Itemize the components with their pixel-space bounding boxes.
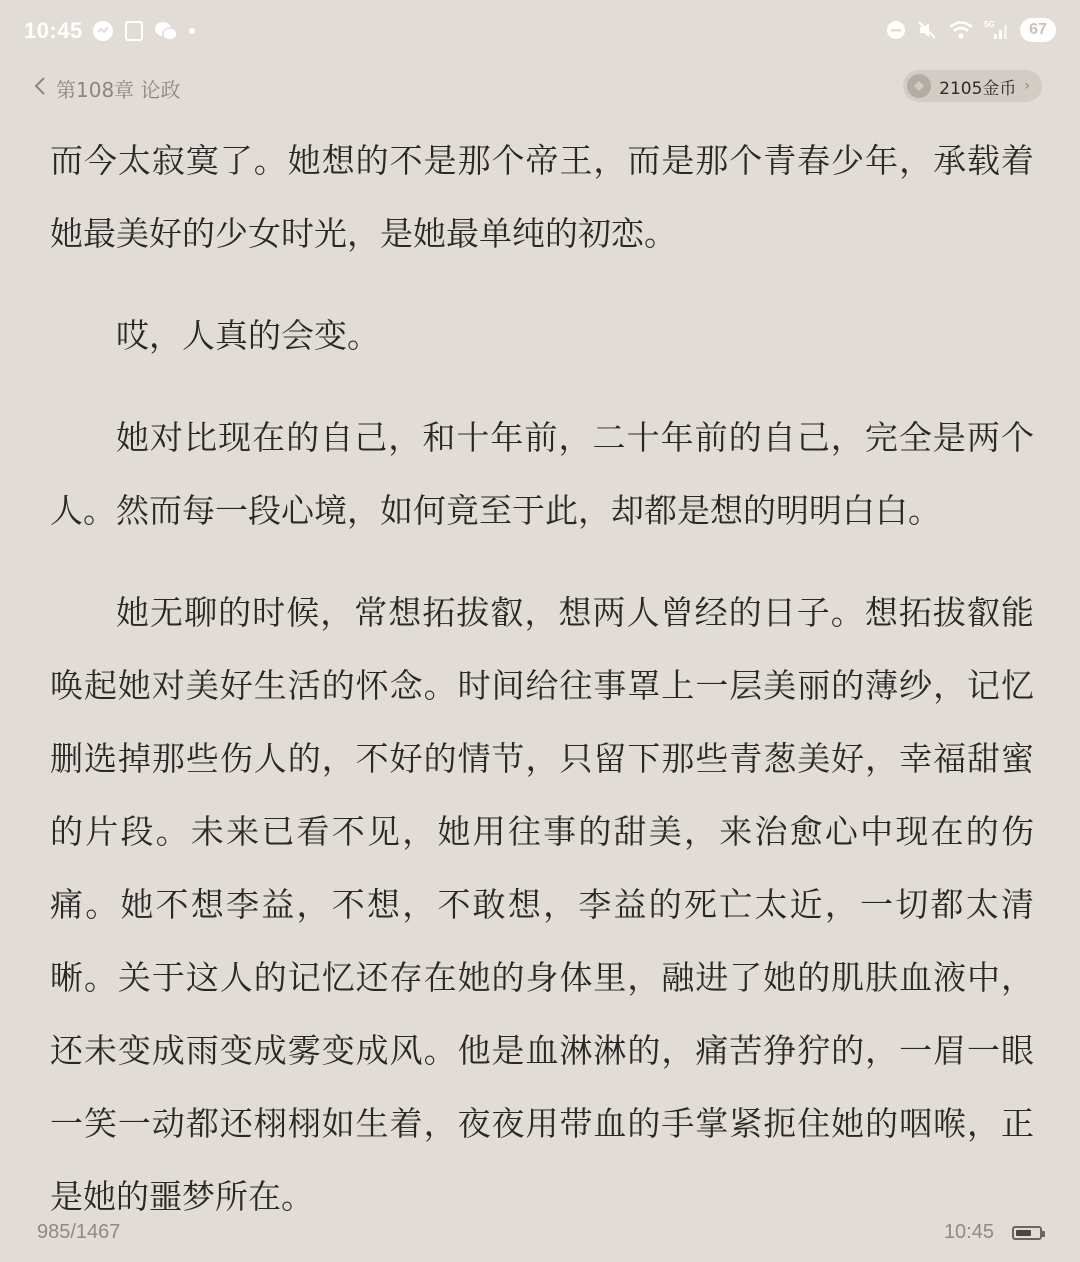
battery-indicator: 67 [1020, 18, 1056, 42]
paragraph: 她无聊的时候，常想拓拔叡，想两人曾经的日子。想拓拔叡能唤起她对美好生活的怀念。时间给往事罩上一层美丽的薄纱，记忆删选掉那些伤人的，不好的情节，只留下那些青葱美好，幸福甜蜜的片段。未来已看不见，她用往事的甜美，来治愈心中现在的伤痛。她不想李益，不想，不敢想，李益的死亡太近，一切都太清晰。关于这人的记忆还存在她的身体里，融进了她的肌肤血液中，还未变成雨变成雾变成风。他是血淋淋的，痛苦狰狞的，一眉一眼一笑一动都还栩栩如生着，夜夜用带血的手掌紧扼住她的咽喉，正是她的噩梦所在。 [50, 593, 1034, 1216]
reader-header [0, 64, 1080, 108]
wechat-icon [154, 20, 178, 42]
status-left-icons [92, 20, 196, 42]
wifi-icon [948, 19, 974, 41]
network-label: 5G [984, 20, 995, 29]
chevron-left-icon [34, 76, 46, 101]
footer-status [944, 1221, 1042, 1244]
signal-icon [984, 19, 1010, 41]
mute-icon [916, 19, 938, 41]
chapter-title: 第108章 论政 [56, 78, 181, 102]
status-bar [0, 0, 1080, 64]
battery-icon [1012, 1226, 1042, 1240]
paragraph: 她对比现在的自己，和十年前，二十年前的自己，完全是两个人。然而每一段心境，如何竟至于此，却都是想的明明白白。 [50, 418, 1034, 530]
status-right-icons [886, 18, 1056, 42]
dnd-icon [886, 20, 906, 40]
chevron-right-icon: › [1024, 78, 1030, 94]
battery-fill [1016, 1230, 1031, 1236]
chapter-content [50, 124, 1034, 1262]
dot-icon [188, 20, 196, 42]
app-badge-icon [92, 20, 114, 42]
coin-balance-button[interactable] [903, 70, 1042, 102]
footer-time: 10:45 [943, 1221, 994, 1243]
coin-balance: 2105金币 [939, 78, 1017, 99]
paragraph: 哎，人真的会变。 [116, 316, 380, 355]
screenshot-icon [124, 20, 144, 42]
coin-icon [907, 74, 931, 98]
page-progress: 985/1467 [37, 1221, 121, 1243]
back-button[interactable] [34, 74, 181, 103]
status-time: 10:45 [24, 18, 83, 43]
paragraph: 而今太寂寞了。她想的不是那个帝王，而是那个青春少年，承载着她最美好的少女时光，是她最单纯的初恋。 [50, 141, 1034, 253]
